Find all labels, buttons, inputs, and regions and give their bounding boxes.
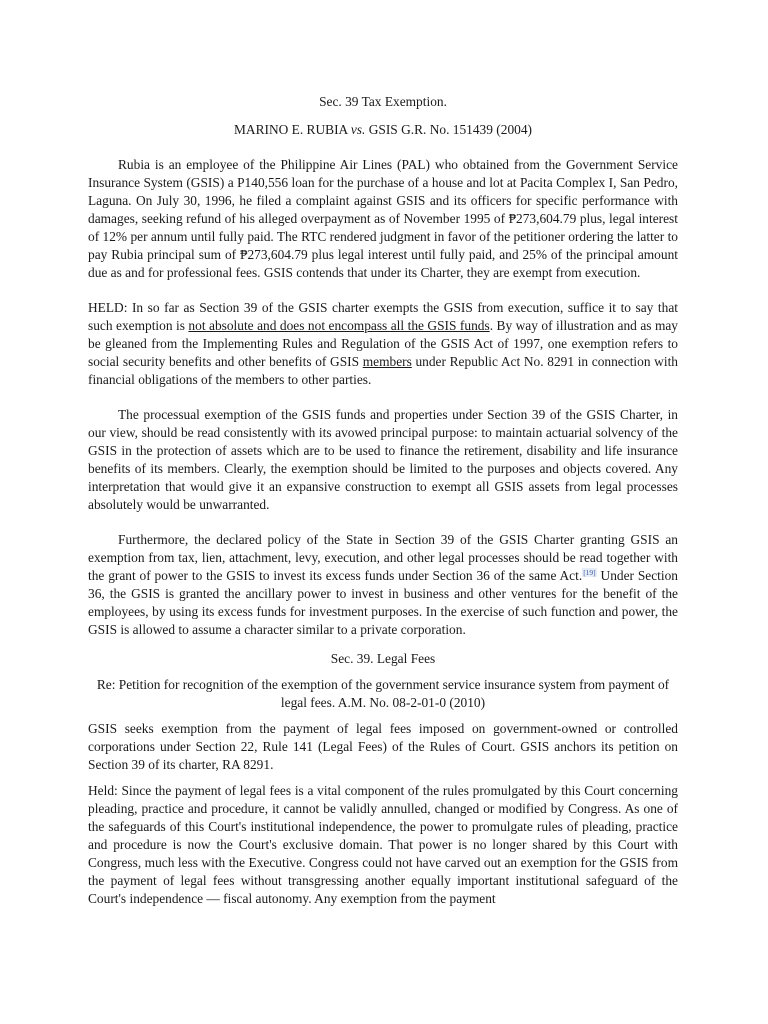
case-party: MARINO E. RUBIA: [234, 122, 348, 137]
case-vs: vs.: [350, 122, 366, 137]
case-title-rubia: [88, 121, 678, 139]
furthermore-text: Furthermore, the declared policy of the State in Section 39 of the GSIS Charter granting GSIS an exemption from tax, lien, attachment, levy, execution, and other legal processes should be read together with the grant of power to the GSIS to invest its excess funds under Section 36 of the same Act.: [88, 532, 678, 583]
held-text: under Republic Act No. 8291 in connection with financial obligations of the members to other parties.: [88, 354, 678, 387]
footnote-link[interactable]: [19]: [583, 567, 596, 577]
held-underlined-members: members: [362, 354, 412, 369]
section-heading-legal-fees: Sec. 39. Legal Fees: [330, 651, 436, 666]
held-paragraph-rubia: [88, 299, 678, 389]
processual-exemption-paragraph: The processual exemption of the GSIS funds and properties under Section 39 of the GSIS Charter, in our view, should be read consistently with its avowed principal purpose: to maintain actuarial solvency of the GSIS in the protection of assets which are to be used to finance the retirement, disability and life insurance benefits of its members. Clearly, the exemption should be limited to the purposes and objects covered. Any interpretation that would give it an expansive construction to exempt all GSIS assets from legal processes absolutely would be unwarranted.: [88, 407, 678, 512]
held-text: . By way of illustration and as may be gleaned from the Implementing Rules and Regulation of the GSIS Act of 1997, one exemption refers to social security benefits and other benefits of GSIS: [88, 318, 678, 369]
facts-paragraph-legal-fees: GSIS seeks exemption from the payment of legal fees imposed on government-owned or controlled corporations under Section 22, Rule 141 (Legal Fees) of the Rules of Court. GSIS anchors its petition on Section 39 of its charter, RA 8291.: [88, 721, 678, 772]
furthermore-paragraph: [88, 531, 678, 639]
case-title-legal-fees: Re: Petition for recognition of the exemption of the government service insurance system from payment of legal fees. A.M. No. 08-2-01-0 (2010): [96, 677, 670, 710]
held-paragraph-legal-fees: Held: Since the payment of legal fees is a vital component of the rules promulgated by this Court concerning pleading, practice and procedure, it cannot be validly annulled, changed or modified by Congress. As one of the safeguards of this Court's institutional independence, the power to promulgate rules of pleading, practice and procedure is now the Court's exclusive domain. That power is no longer shared by this Court with Congress, much less with the Executive. Congress could not have carved out an exemption for the GSIS from the payment of legal fees without transgressing another equally important institutional safeguard of the Court's independence — fiscal autonomy. Any exemption from the payment: [88, 783, 678, 906]
case-reference: GSIS G.R. No. 151439 (2004): [368, 122, 532, 137]
facts-paragraph-rubia: Rubia is an employee of the Philippine Air Lines (PAL) who obtained from the Government Service Insurance System (GSIS) a P140,556 loan for the purchase of a house and lot at Pacita Complex I, San Pedro, Laguna. On July 30, 1996, he filed a complaint against GSIS and its officers for specific performance with damages, seeking refund of his alleged overpayment as of November 1995 of ₱273,604.79 plus, legal interest of 12% per annum until fully paid. The RTC rendered judgment in favor of the petitioner ordering the latter to pay Rubia principal sum of ₱273,604.79 plus legal interest until fully paid, and 25% of the principal amount due as and for professional fees. GSIS contends that under its Charter, they are exempt from execution.: [88, 157, 678, 280]
held-underlined-phrase: not absolute and does not encompass all the GSIS funds: [188, 318, 490, 333]
document-body: [88, 93, 678, 908]
held-text: HELD: In so far as Section 39 of the GSIS charter exempts the GSIS from execution, suffice it to say that such exemption is: [88, 300, 678, 333]
section-heading-tax-exemption: Sec. 39 Tax Exemption.: [319, 94, 447, 109]
furthermore-text: Under Section 36, the GSIS is granted the ancillary power to invest in business and other ventures for the benefit of the employees, by using its excess funds for investment purposes. In the exercise of such function and power, the GSIS is allowed to assume a character similar to a private corporation.: [88, 568, 678, 637]
